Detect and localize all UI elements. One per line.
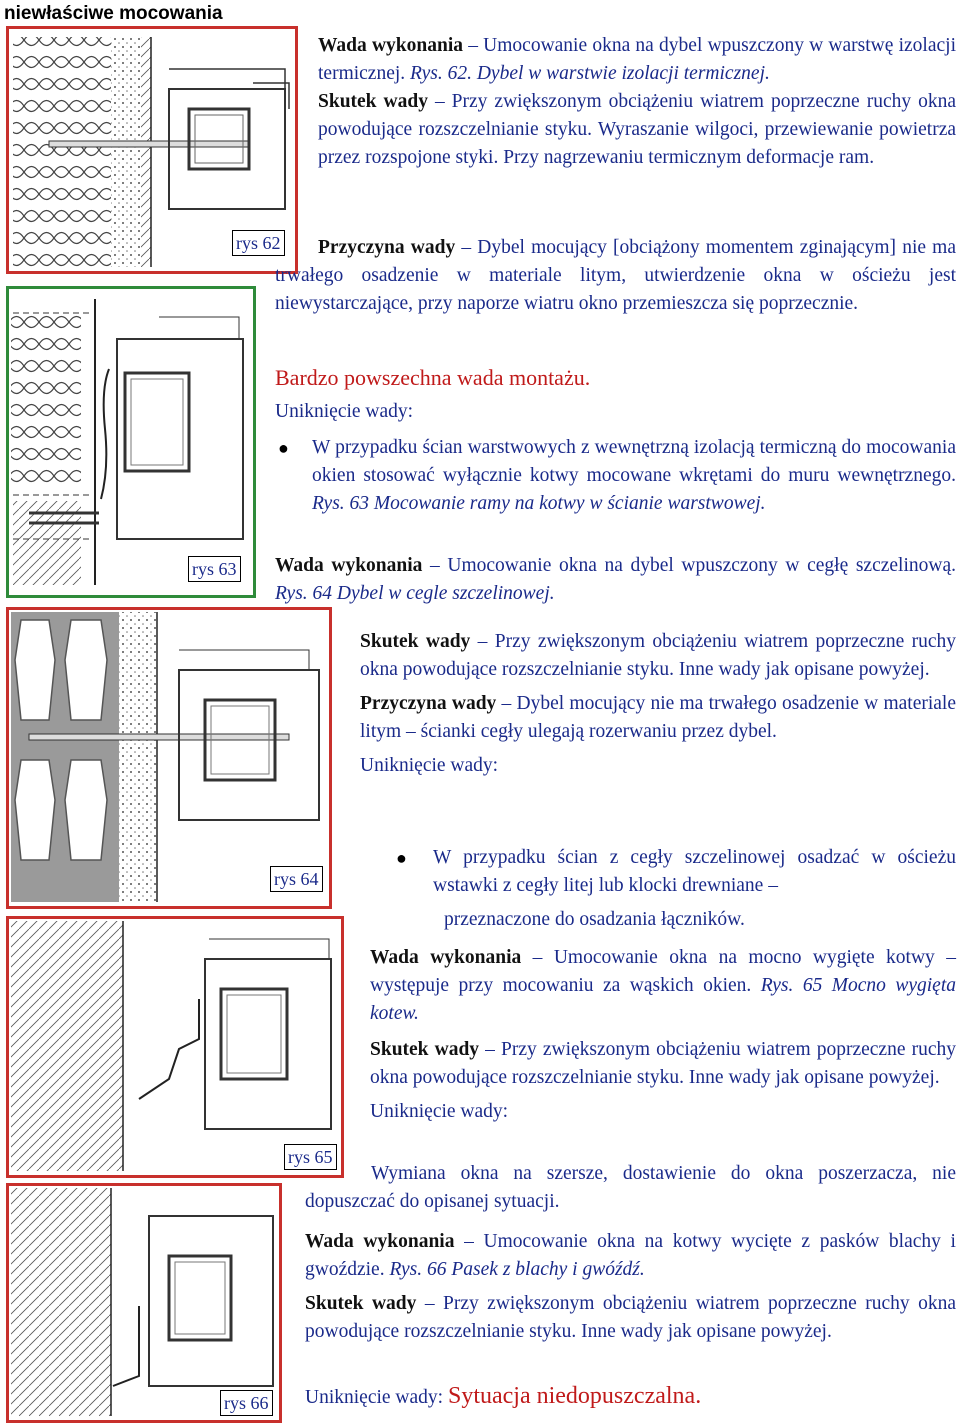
b1-bullet: W przypadku ścian warstwowych z wewnętrzną izolacją termiczną do mocowania okien stosować wyłącznie kotwy mocowane wkrętami do muru wewnętrznego. Rys. 63 Mocowanie ramy na kotwy w ścianie warstwowej.	[312, 437, 956, 514]
block-64-text: Skutek wady – Przy zwiększonym obciążeniu wiatrem poprzeczne ruchy okna powodujące rozszczelnianie styku. Inne wady jak opisane powyżej. Przyczyna wady – Dybel mocujący nie ma trwałego osadzenie w materiale litym – ścianki cegły ulegają rozerwaniu przez dybel. Uniknięcie wady:	[360, 631, 956, 776]
figure-66-label: rys 66	[220, 1390, 273, 1416]
figure-65-drawing	[9, 919, 341, 1175]
figure-63-drawing	[9, 289, 253, 595]
b1-unik: Uniknięcie wady:	[275, 401, 414, 422]
b3-unik-text: Wymiana okna na szersze, dostawienie do okna poszerzacza, nie dopuszczać do opisanej sytuacji.	[305, 1163, 956, 1212]
figure-65	[6, 916, 344, 1178]
block-62-text: Wada wykonania – Umocowanie okna na dybel wpuszczony w warstwę izolacji termicznej. Rys. 62. Dybel w warstwie izolacji termicznej. Skutek wady – Przy zwiększonym obciążeniu wiatrem poprzeczne ruchy okna powodujące rozszczelnianie styku. Wyraszanie wilgoci, przewiewanie powietrza przez rozspojone styki. Przy nagrzewaniu termicznym deformacje ram.	[318, 35, 956, 168]
page-heading: niewłaściwe mocowania	[4, 3, 223, 24]
b2-bullet: W przypadku ścian z cegły szczelinowej osadzać w ościeżu wstawki z cegły litej lub klocki drewniane –	[433, 847, 956, 896]
bullet-64: ●	[396, 848, 407, 868]
figure-63-label: rys 63	[188, 556, 241, 582]
block-65-text: Wada wykonania – Umocowanie okna na mocno wygięte kotwy – występuje przy mocowaniu za wąskich okien. Rys. 65 Mocno wygięta kotew. Skutek wady – Przy zwiększonym obciążeniu wiatrem poprzeczne ruchy okna powodujące rozszczelnianie styku. Inne wady jak opisane powyżej. Uniknięcie wady:	[370, 947, 956, 1122]
block-62-przyczyna: Przyczyna wady – Dybel mocujący [obciążony momentem zginającym] nie ma trwałego osadzenie w materiale litym, utwierdzenie okna w ościeżu jest niewystarczające, przy naporze wiatru okno przemieszcza się poprzecznie.	[275, 237, 957, 314]
block-66-text: Wada wykonania – Umocowanie okna na kotwy wycięte z pasków blachy i gwoździe. Rys. 66 Pasek z blachy i gwóźdź. Skutek wady – Przy zwiększonym obciążeniu wiatrem poprzeczne ruchy okna powodujące rozszczelnianie styku. Inne wady jak opisane powyżej.	[305, 1231, 956, 1342]
bullet-63: ●	[278, 438, 289, 458]
b2-line1: Wada wykonania – Umocowanie okna na dybel wpuszczony w cegłę szczelinową. Rys. 64 Dybel w cegle szczelinowej.	[275, 555, 956, 604]
figure-63	[6, 286, 256, 598]
figure-64-drawing	[9, 610, 329, 906]
figure-64-label: rys 64	[270, 866, 323, 892]
figure-66-drawing	[9, 1186, 279, 1420]
figure-64	[6, 607, 332, 909]
b4-unik: Uniknięcie wady: Sytuacja niedopuszczalna.	[305, 1383, 702, 1409]
b1-title: Wada wykonania	[318, 35, 464, 56]
figure-66	[6, 1183, 282, 1423]
b2-bullet2: przeznaczone do osadzania łączników.	[444, 909, 745, 930]
figure-65-label: rys 65	[284, 1144, 337, 1170]
b1-skutek: Skutek wady	[318, 91, 428, 112]
figure-62-label: rys 62	[232, 230, 285, 256]
warning-text: Bardzo powszechna wada montażu.	[275, 365, 591, 390]
